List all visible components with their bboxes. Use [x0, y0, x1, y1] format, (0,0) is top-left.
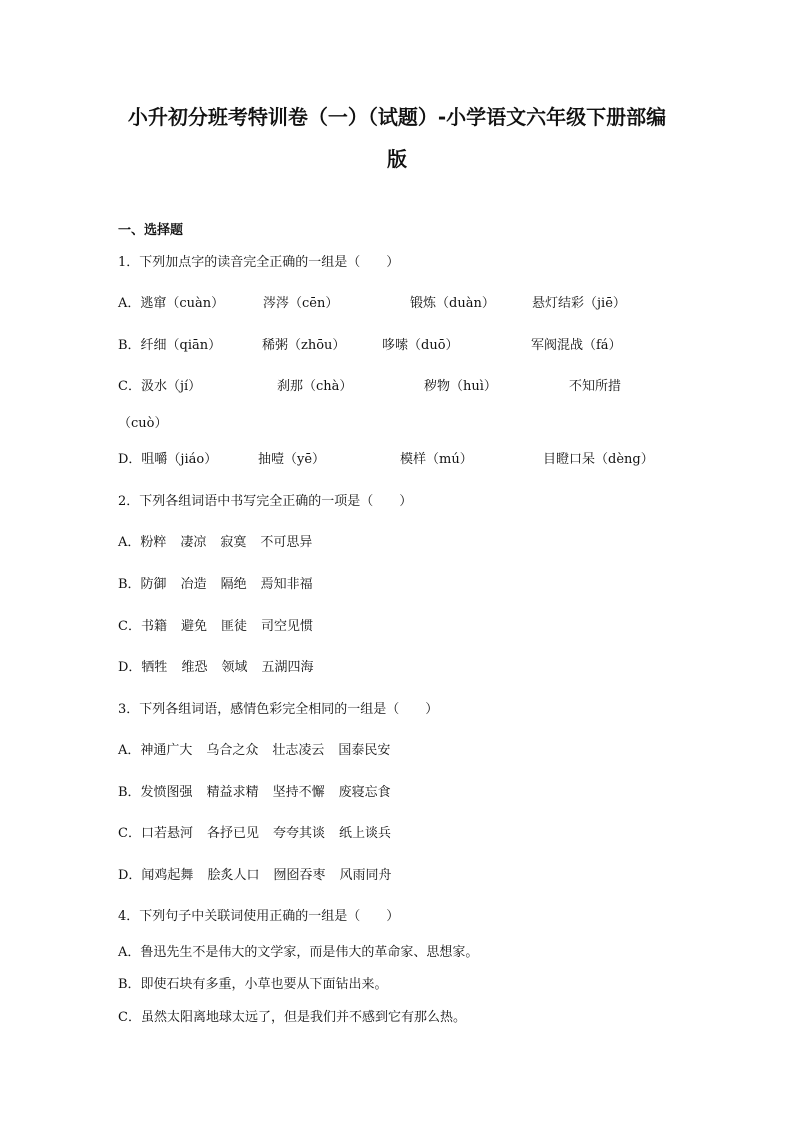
question-4-stem: 4．下列句子中关联词使用正确的一组是（ ）	[118, 909, 400, 924]
option-item: 废寝忘食	[338, 785, 391, 800]
question-4-option-b: B．即使石块有多重，小草也要从下面钻出来。	[118, 977, 388, 992]
option-item: 焉知非福	[260, 577, 313, 592]
option-item: 司空见惯	[260, 619, 313, 634]
option-item: 凄凉	[180, 535, 207, 550]
option-item: D．咀嚼（jiáo）	[118, 452, 218, 467]
option-item: 维恐	[181, 660, 208, 675]
question-1-stem: 1．下列加点字的读音完全正确的一组是（ ）	[118, 255, 400, 270]
option-item: 纸上谈兵	[338, 826, 391, 841]
option-item: 匪徒	[220, 619, 247, 634]
option-item: 秽物（huì）	[424, 379, 497, 394]
document-title-line-2: 版	[387, 147, 407, 171]
question-3-option-b	[118, 784, 391, 802]
option-item: 目瞪口呆（dèng）	[543, 452, 654, 467]
question-1-option-c-wrap: （cuò）	[118, 416, 168, 431]
option-item: 壮志凌云	[272, 743, 325, 758]
option-item: 避免	[180, 619, 207, 634]
document-title-line-1: 小升初分班考特训卷（一）（试题）-小学语文六年级下册部编	[127, 105, 667, 129]
option-item: 稀粥（zhōu）	[262, 338, 346, 353]
option-item: 脍炙人口	[207, 868, 260, 883]
option-item: C．口若悬河	[118, 826, 193, 841]
question-4-option-c: C．虽然太阳离地球太远了，但是我们并不感到它有那么热。	[118, 1010, 466, 1025]
option-item: 五湖四海	[261, 660, 314, 675]
question-4-option-a: A．鲁迅先生不是伟大的文学家，而是伟大的革命家、思想家。	[118, 945, 479, 960]
option-item: 军阀混战（fá）	[531, 338, 622, 353]
option-item: A．神通广大	[118, 743, 193, 758]
question-3-stem: 3．下列各组词语，感情色彩完全相同的一组是（ ）	[118, 702, 439, 717]
option-item: 不知所措	[569, 379, 622, 394]
option-item: B．发愤图强	[118, 785, 193, 800]
option-item: 坚持不懈	[272, 785, 325, 800]
option-item: 国泰民安	[338, 743, 391, 758]
option-item: 乌合之众	[206, 743, 259, 758]
option-item: 风雨同舟	[339, 868, 392, 883]
option-item: 锻炼（duàn）	[410, 296, 495, 311]
question-2-option-c	[118, 618, 313, 636]
option-item: 模样（mú）	[400, 452, 473, 467]
option-item: 隔绝	[220, 577, 247, 592]
option-item: D．牺牲	[118, 660, 168, 675]
option-item: 刹那（chà）	[277, 379, 353, 394]
option-item: C．书籍	[118, 619, 167, 634]
question-2-option-d	[118, 659, 313, 677]
option-item: 哆嗦（duō）	[382, 338, 459, 353]
option-item: 领域	[221, 660, 248, 675]
option-item: 夸夸其谈	[272, 826, 325, 841]
option-item: 悬灯结彩（jiē）	[532, 296, 626, 311]
option-item: 精益求精	[206, 785, 259, 800]
question-2-option-b	[118, 576, 313, 594]
question-2-stem: 2．下列各组词语中书写完全正确的一项是（ ）	[118, 494, 413, 509]
option-item: 不可思异	[260, 535, 313, 550]
option-item: 各抒已见	[206, 826, 259, 841]
section-heading: 一、选择题	[118, 223, 184, 238]
option-item: 囫囵吞枣	[273, 868, 326, 883]
option-item: D．闻鸡起舞	[118, 868, 194, 883]
option-item: B．纤细（qiān）	[118, 338, 222, 353]
option-item: C．汲水（jí）	[118, 379, 202, 394]
option-item: B．防御	[118, 577, 167, 592]
question-3-option-a	[118, 742, 390, 760]
option-item: 抽噎（yē）	[258, 452, 326, 467]
option-item: 涔涔（cēn）	[263, 296, 339, 311]
question-3-option-d	[118, 867, 391, 885]
question-2-option-a	[118, 534, 312, 552]
option-item: A．逃窜（cuàn）	[118, 296, 225, 311]
question-3-option-c	[118, 825, 391, 843]
option-item: A．粉粹	[118, 535, 167, 550]
option-item: 寂寞	[220, 535, 247, 550]
option-item: 冶造	[180, 577, 207, 592]
